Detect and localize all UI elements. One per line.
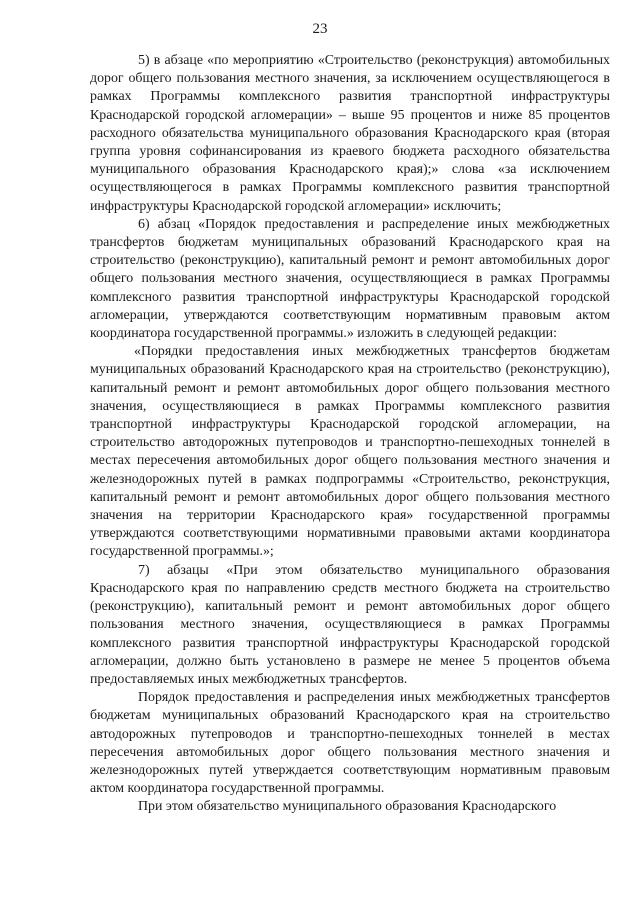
paragraph-new-wording: «Порядки предоставления иных межбюджетных трансфертов бюджетам муниципальных образований Краснодарского края на строительство (реконструкцию), капитальный ремонт и ремонт автомобильных дорог общего пользования местного значения, осуществляющиеся в рамках Программы комплексного развития транспортной инфраструктуры Краснодарской городской агломерации, на строительство автодорожных путепроводов и транспортно-пешеходных тоннелей в местах пересечения автомобильных дорог общего пользования местного значения и железнодорожных путей в рамках подпрограммы «Строительство, реконструкция, капитальный ремонт и ремонт автомобильных дорог общего пользования местного значения на территории Краснодарского края» государственной программы утверждаются соответствующими нормативными правовыми актами координатора государственной программы.»; xyxy=(90,344,610,560)
document-body xyxy=(90,52,610,817)
page-number: 23 xyxy=(312,21,328,37)
paragraph-procedure: Порядок предоставления и распределения иных межбюджетных трансфертов бюджетам муниципальных образований Краснодарского края на строительство автодорожных путепроводов и транспортно-пешеходных тоннелей в местах пересечения автомобильных дорог общего пользования местного значения и железнодорожных путей утверждается соответствующим нормативным правовым актом координатора государственной программы. xyxy=(90,690,610,797)
paragraph-item-6: 6) абзац «Порядок предоставления и распределение иных межбюджетных трансфертов бюджетам муниципальных образований Краснодарского края на строительство (реконструкцию), капитальный ремонт и ремонт автомобильных дорог общего пользования местного значения, осуществляющиеся в рамках Программы комплексного развития транспортной инфраструктуры Краснодарской городской агломерации, утверждаются соответствующим нормативным правовым актом координатора государственной программы.» изложить в следующей редакции: xyxy=(90,216,610,342)
paragraph-obligation: При этом обязательство муниципального образования Краснодарского xyxy=(138,799,557,815)
paragraph-item-5: 5) в абзаце «по мероприятию «Строительство (реконструкция) автомобильных дорог общего пользования местного значения, за исключением осуществляющегося в рамках Программы комплексного развития транспортной инфраструктуры Краснодарской городской агломерации» – выше 95 процентов и ниже 85 процентов расходного обязательства муниципального образования Краснодарского края (вторая группа уровня софинансирования из краевого бюджета расходного обязательства муниципального образования Краснодарского края);» слова «за исключением осуществляющегося в рамках Программы комплексного развития транспортной инфраструктуры Краснодарской городской агломерации» исключить; xyxy=(90,53,610,214)
paragraph-item-7: 7) абзацы «При этом обязательство муниципального образования Краснодарского края по направлению средств местного бюджета на строительство (реконструкцию), капитальный ремонт и ремонт автомобильных дорог общего пользования местного значения, осуществляющиеся в рамках Программы комплексного развития транспортной инфраструктуры Краснодарской городской агломерации, должно быть установлено в размере не менее 5 процентов объема предоставляемых иных межбюджетных трансфертов. xyxy=(90,562,610,687)
